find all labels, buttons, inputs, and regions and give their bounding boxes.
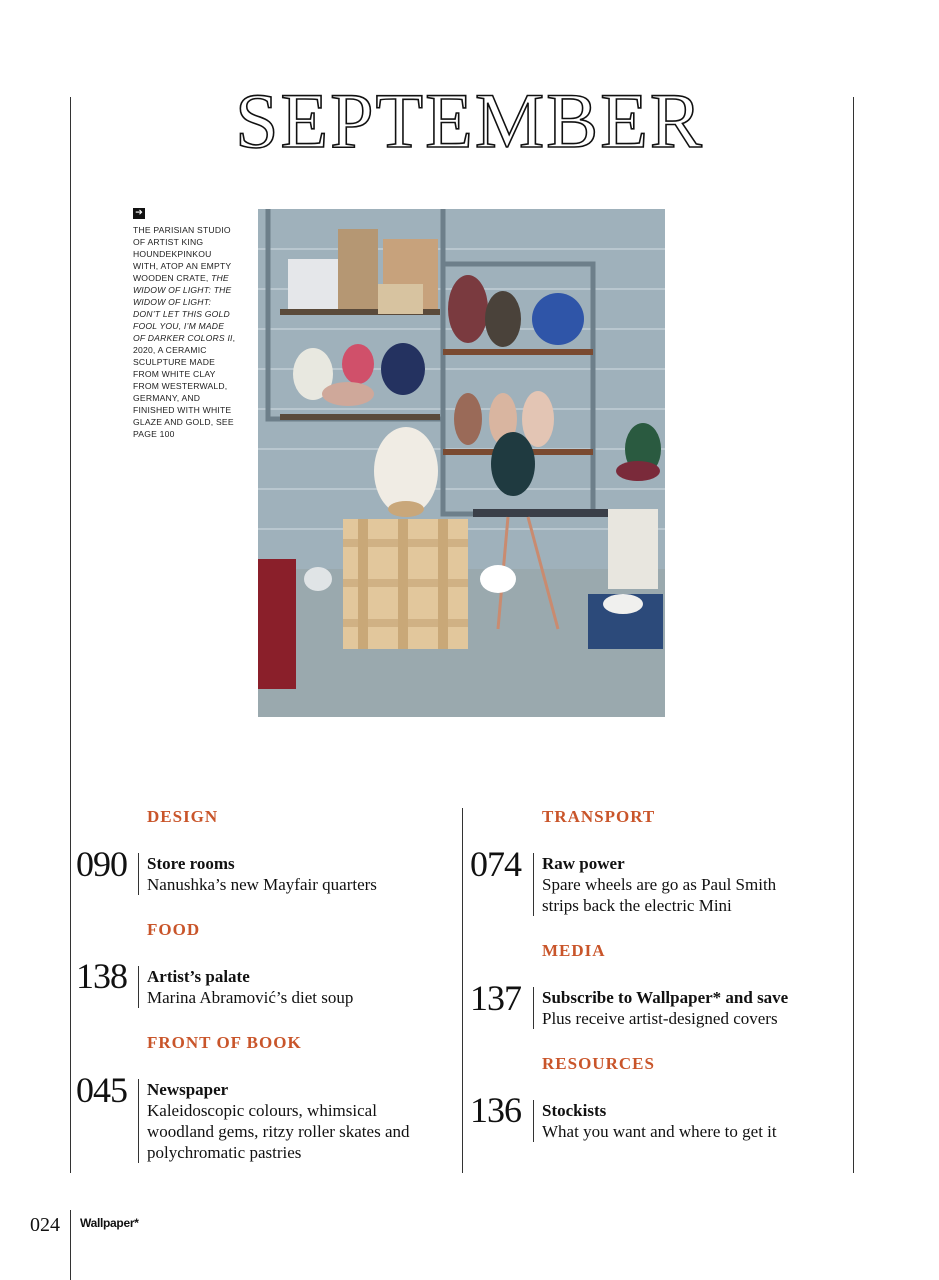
entry-title: Store rooms xyxy=(147,854,235,873)
page-number: 138 xyxy=(76,956,127,996)
entry-title: Raw power xyxy=(542,854,625,873)
caption-text-start: THE PARISIAN STUDIO OF ARTIST KING HOUNDEKPINKOU WITH, ATOP AN EMPTY WOODEN CRATE, xyxy=(133,225,232,283)
section-front-of-book: FRONT OF BOOK xyxy=(147,1033,302,1052)
folio-number: 024 xyxy=(30,1214,60,1236)
toc-entry[interactable] xyxy=(533,987,788,1029)
entry-description: Spare wheels are go as Paul Smith strips back the electric Mini xyxy=(542,875,777,915)
entry-description: Plus receive artist-designed covers xyxy=(542,1009,778,1028)
entry-title: Artist’s palate xyxy=(147,967,250,986)
toc-entry[interactable] xyxy=(533,1100,777,1142)
toc-entry[interactable] xyxy=(138,853,377,895)
toc-entry[interactable] xyxy=(533,853,817,916)
caption-artwork-title: THE WIDOW OF LIGHT: THE WIDOW OF LIGHT: DON’T LET THIS GOLD FOOL YOU, I’M MADE OF DARKER COLORS II xyxy=(133,273,233,343)
photo-caption xyxy=(133,224,237,440)
page-number: 090 xyxy=(76,844,127,884)
page-number: 045 xyxy=(76,1070,127,1110)
arrow-icon: ➔ xyxy=(133,208,145,219)
entry-title: Stockists xyxy=(542,1101,607,1120)
studio-photo xyxy=(258,209,665,717)
entry-description: Marina Abramović’s diet soup xyxy=(147,988,354,1007)
brand-logo: Wallpaper* xyxy=(80,1216,139,1230)
page-number: 074 xyxy=(470,844,521,884)
toc-entry[interactable] xyxy=(138,966,353,1008)
page-title: SEPTEMBER xyxy=(235,77,704,164)
section-design: DESIGN xyxy=(147,807,219,826)
center-column-rule xyxy=(462,808,463,1173)
toc-entry[interactable] xyxy=(138,1079,417,1163)
entry-description: Kaleidoscopic colours, whimsical woodland gems, ritzy roller skates and polychromatic pastries xyxy=(147,1101,410,1162)
left-margin-rule xyxy=(70,97,71,1173)
entry-description: Nanushka’s new Mayfair quarters xyxy=(147,875,377,894)
page-number: 137 xyxy=(470,978,521,1018)
section-food: FOOD xyxy=(147,920,201,939)
folio-rule xyxy=(70,1210,71,1280)
entry-description: What you want and where to get it xyxy=(542,1122,777,1141)
right-margin-rule xyxy=(853,97,854,1173)
section-resources: RESOURCES xyxy=(542,1054,655,1073)
page-number: 136 xyxy=(470,1090,521,1130)
caption-text-end: , 2020, A CERAMIC SCULPTURE MADE FROM WHITE CLAY FROM WESTERWALD, GERMANY, AND FINISHED WITH WHITE GLAZE AND GOLD, SEE PAGE 100 xyxy=(133,333,236,439)
section-transport: TRANSPORT xyxy=(542,807,656,826)
entry-title: Subscribe to Wallpaper* and save xyxy=(542,988,789,1007)
entry-title: Newspaper xyxy=(147,1080,229,1099)
section-media: MEDIA xyxy=(542,941,606,960)
